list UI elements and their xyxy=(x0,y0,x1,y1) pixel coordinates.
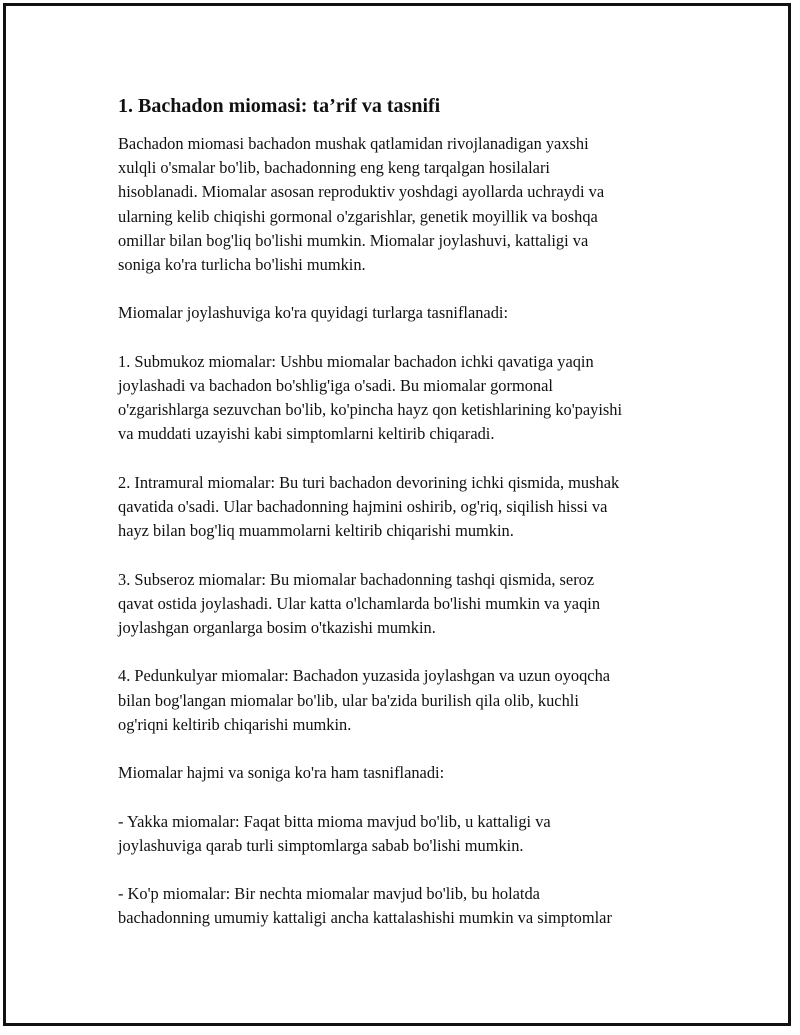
paragraph-definition: Bachadon miomasi bachadon mushak qatlamidan rivojlanadigan yaxshi xulqli o'smalar bo'lib, bachadonning eng keng tarqalgan hosilalari hisoblanadi. Miomalar asosan reproduktiv yoshdagi ayollarda uchraydi va ularning kelib chiqishi gormonal o'zgarishlar, genetik moyillik va boshqa omillar bilan bog'liq bo'lishi mumkin. Miomalar joylashuvi, kattaligi va soniga ko'ra turlicha bo'lishi mumkin. xyxy=(118,134,605,275)
paragraph-single-myoma: - Yakka miomalar: Faqat bitta mioma mavjud bo'lib, u kattaligi va joylashuviga qarab turli simptomlarga sabab bo'lishi mumkin. xyxy=(118,811,551,855)
paragraph-size-intro: Miomalar hajmi va soniga ko'ra ham tasniflanadi: xyxy=(118,763,445,783)
paragraph-multiple-myomas: - Ko'p miomalar: Bir nechta miomalar mavjud bo'lib, bu holatda bachadonning umumiy kattaligi ancha kattalashishi mumkin va simptomlar xyxy=(118,884,612,928)
paragraph-location-intro: Miomalar joylashuviga ko'ra quyidagi turlarga tasniflanadi: xyxy=(118,303,509,323)
document-body xyxy=(118,92,688,955)
section-title: 1. Bachadon miomasi: ta’rif va tasnifi xyxy=(118,95,441,117)
paragraph-submucosal: 1. Submukoz miomalar: Ushbu miomalar bachadon ichki qavatiga yaqin joylashadi va bachadon bo'shlig'iga o'sadi. Bu miomalar gormonal o'zgarishlarga sezuvchan bo'lib, ko'pincha hayz qon ketishlarining ko'payishi va muddati uzayishi kabi simptomlarni keltirib chiqaradi. xyxy=(118,351,623,444)
paragraph-pedunculated: 4. Pedunkulyar miomalar: Bachadon yuzasida joylashgan va uzun oyoqcha bilan bog'langan miomalar bo'lib, ular ba'zida burilish qila olib, kuchli og'riqni keltirib chiqarishi mumkin. xyxy=(118,666,611,734)
paragraph-intramural: 2. Intramural miomalar: Bu turi bachadon devorining ichki qismida, mushak qavatida o'sadi. Ular bachadonning hajmini oshirib, og'riq, siqilish hissi va hayz bilan bog'liq muammolarni keltirib chiqarishi mumkin. xyxy=(118,472,620,541)
paragraph-subserosal: 3. Subseroz miomalar: Bu miomalar bachadonning tashqi qismida, seroz qavat ostida joylashadi. Ular katta o'lchamlarda bo'lishi mumkin va yaqin joylashgan organlarga bosim o'tkazishi mumkin. xyxy=(118,569,601,637)
